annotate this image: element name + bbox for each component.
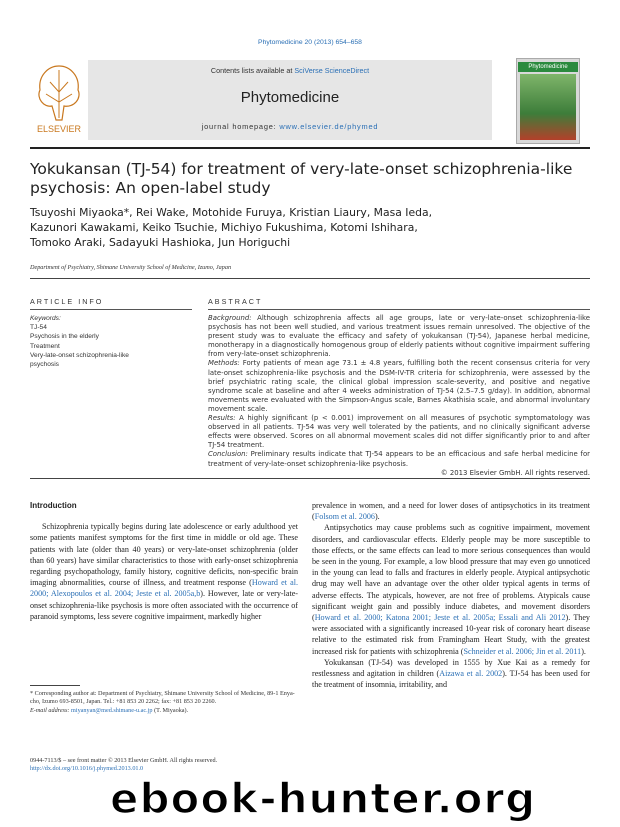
corresponding-text: * Corresponding author at: Department of Psychiatry, Shimane University School of Medicine, 89-1 Enya-cho, Izumo 693-8501, Japan. Tel.: +81 853 20 2262; fax: +81 853 20 2260. bbox=[30, 690, 295, 706]
keyword: psychosis bbox=[30, 361, 59, 369]
paragraph-text: prevalence in women, and a need for lower doses of antipsychotics in its treatment ( bbox=[312, 501, 590, 522]
issn-line: 0944-7113/$ – see front matter © 2013 Elsevier GmbH. All rights reserved. bbox=[30, 757, 218, 764]
paragraph-text: Yokukansan (TJ-54) was developed in 1555 by Xue Kai as a remedy for restlessness and agitation in children ( bbox=[312, 657, 590, 679]
introduction-heading: Introduction bbox=[30, 501, 77, 510]
authors-line: Tomoko Araki, Sadayuki Hashioka, Jun Horiguchi bbox=[30, 236, 291, 249]
keywords-label: Keywords: bbox=[30, 315, 61, 322]
citation-link[interactable]: Howard et al. 2000; Katona 2001; Jeste et al. 2005a; Essali and Ali 2012 bbox=[314, 613, 566, 623]
keyword: Psychosis in the elderly bbox=[30, 333, 99, 341]
abstract-bottom-rule bbox=[30, 478, 590, 479]
email-line bbox=[30, 707, 298, 715]
citation-link[interactable]: Schneider et al. 2006; Jin et al. 2011 bbox=[463, 646, 582, 656]
paragraph-text: Antipsychotics may cause problems such as cognitive impairment, movement disorders, and cardiovascular effects. Elderly people may be more susceptible to those effects, or the same effects can lead to more serious consequences than would be seen in the young. For example, a low blood pressure that may even go unnoticed in the young can lead to falls and fractures in elderly people. Atypical antipsychotic drug may well have an advantage over the other older typical agents in terms of adverse effects. The atypicals, however, are not free of problems. Atypicals cause significant weight gain and possibly induce diabetes, and movement disorders ( bbox=[312, 523, 590, 623]
keyword: Very-late-onset schizophrenia-like bbox=[30, 351, 129, 359]
conclusion-label: Conclusion: bbox=[208, 450, 248, 459]
footnote-rule bbox=[30, 685, 80, 686]
authors-line: Tsuyoshi Miyaoka*, Rei Wake, Motohide Furuya, Kristian Liaury, Masa Ieda, bbox=[30, 206, 433, 219]
corresponding-author-footnote bbox=[30, 690, 298, 715]
homepage-prefix: journal homepage: bbox=[201, 122, 280, 131]
paragraph-text: Schizophrenia typically begins during late adolescence or early adulthood yet some patients manifest symptoms for the first time in middle or old age. These patients with late (older than 40 years) or very-late-onset schizophrenia (older than 60 years) have similar characteristics to those with early-onset schizophrenia regarding psychopathology, family history, cognitive deficits, non-specific brain imaging abnormalities, course of illness, and treatment response ( bbox=[30, 522, 298, 588]
conclusion-text: Preliminary results indicate that TJ-54 appears to be an efficacious and safe herbal medicine for treatment of very-late-onset schizophrenia-like psychosis. bbox=[208, 450, 590, 468]
citation-link[interactable]: Howard et al. 2000; Alexopoulos et al. 2004; Jeste et al. 2005a,b bbox=[30, 578, 298, 599]
results-label: Results: bbox=[208, 414, 236, 423]
cover-title: Phytomedicine bbox=[518, 62, 578, 72]
article-info-rule bbox=[30, 309, 192, 310]
email-suffix: (T. Miyaoka). bbox=[152, 706, 189, 714]
keyword: Treatment bbox=[30, 342, 60, 350]
article-title: Yokukansan (TJ-54) for treatment of very-late-onset schizophrenia-like psychosis: An open-label study bbox=[30, 160, 573, 197]
header-rule bbox=[30, 147, 590, 149]
article-info-heading: ARTICLE INFO bbox=[30, 297, 104, 306]
body-paragraph bbox=[312, 522, 590, 656]
abstract-conclusion bbox=[208, 450, 590, 468]
abstract-results bbox=[208, 414, 590, 450]
email-label: E-mail address: bbox=[30, 706, 70, 714]
citation-link[interactable]: Folsom et al. 2006 bbox=[314, 512, 375, 522]
sciencedirect-link[interactable]: SciVerse ScienceDirect bbox=[294, 66, 370, 75]
background-text: Although schizophrenia affects all age groups, late or very-late-onset schizophrenia-like psychosis has not been well studied, and various treatment issues remain unresolved. The objective of the present study was to evaluate the efficacy and safety of yokukansan (TJ-54), Japanese herbal medicine, monotherapy in a diagnostically homogenous group of elderly patients without cognitive impairment suffering from very-late-onset schizophrenia. bbox=[208, 314, 590, 359]
journal-homepage-line bbox=[88, 122, 492, 131]
methods-text: Forty patients of mean age 73.1 ± 4.8 years, fulfilling both the recent consensus criteria for very late-onset schizophrenia-like psychosis and the DSM-IV-TR criteria for schizophrenia, were assessed by the brief psychiatric rating scale, the clinical global impression scale-severity, and positive and negative syndrome scale at baseline and after 4 weeks administration of TJ-54 (2.5–7.5 g/day). In addition, abnormal movements were evaluated with the Simpson-Angus scale, Barnes Akathisia scale, and abnormal involuntary movement scale. bbox=[208, 359, 590, 413]
abstract-body bbox=[208, 314, 590, 478]
contents-available-line bbox=[88, 66, 492, 75]
background-label: Background: bbox=[208, 314, 252, 322]
affiliation: Department of Psychiatry, Shimane University School of Medicine, Izumo, Japan bbox=[30, 264, 232, 271]
keyword: TJ-54 bbox=[30, 324, 47, 332]
elsevier-tree-logo bbox=[30, 58, 88, 136]
citation-link[interactable]: Aizawa et al. 2002 bbox=[439, 669, 503, 679]
body-paragraph bbox=[312, 657, 590, 691]
paragraph-text: ). However, late or very-late-onset schizophrenia-like psychosis is more often associated with the occurrence of paranoid symptoms, less severe cognitive impairment, markedly higher bbox=[30, 589, 298, 621]
paragraph-text: ). bbox=[374, 512, 380, 522]
paragraph-text: ). They were associated with a significantly increased 10-year risk of coronary heart disease relative to the estimated risk from Framingham Heart Study, with the greatest increased risk for patients with schizophrenia ( bbox=[312, 613, 590, 656]
paragraph-text: ). bbox=[581, 646, 586, 656]
journal-name: Phytomedicine bbox=[240, 89, 340, 106]
publisher-logo-text: ELSEVIER bbox=[36, 124, 82, 134]
author-list bbox=[30, 205, 590, 250]
methods-label: Methods: bbox=[208, 359, 240, 368]
body-paragraph bbox=[312, 500, 590, 522]
journal-reference[interactable]: Phytomedicine 20 (2013) 654–658 bbox=[258, 39, 362, 46]
abstract-heading: ABSTRACT bbox=[208, 297, 263, 306]
abstract-methods bbox=[208, 359, 590, 414]
doi-link[interactable]: http://dx.doi.org/10.1016/j.phymed.2013.01.0 bbox=[30, 765, 144, 773]
results-text: A highly significant (p < 0.001) improvement on all measures of psychotic symptomatology was observed in all patients. TJ-54 was very well tolerated by the patients, and no clinically significant adverse effects were observed. Scores on all abnormal movement scales did not differ significantly prior to and after TJ-54 treatment. bbox=[208, 414, 590, 450]
abstract-background bbox=[208, 314, 590, 359]
watermark-text: ebook-hunter.org bbox=[110, 774, 537, 823]
cover-artwork bbox=[520, 74, 576, 140]
body-paragraph bbox=[30, 521, 298, 622]
abstract-rule bbox=[208, 309, 590, 310]
homepage-link[interactable]: www.elsevier.de/phymed bbox=[279, 122, 379, 131]
authors-line: Kazunori Kawakami, Keiko Tsuchie, Michiyo Fukushima, Kotomi Ishihara, bbox=[30, 221, 418, 234]
body-column-left bbox=[30, 500, 298, 622]
contents-prefix: Contents lists available at bbox=[210, 66, 295, 75]
keywords-block bbox=[30, 314, 192, 369]
copyright-notice: © 2013 Elsevier GmbH. All rights reserved. bbox=[440, 468, 590, 477]
affiliation-rule bbox=[30, 278, 590, 279]
paragraph-text: ). TJ-54 has been used for the treatment of insomnia, irritability, and bbox=[312, 669, 590, 690]
email-link[interactable]: miyanyan@med.shimane-u.ac.jp bbox=[71, 706, 153, 714]
body-column-right bbox=[312, 500, 590, 690]
